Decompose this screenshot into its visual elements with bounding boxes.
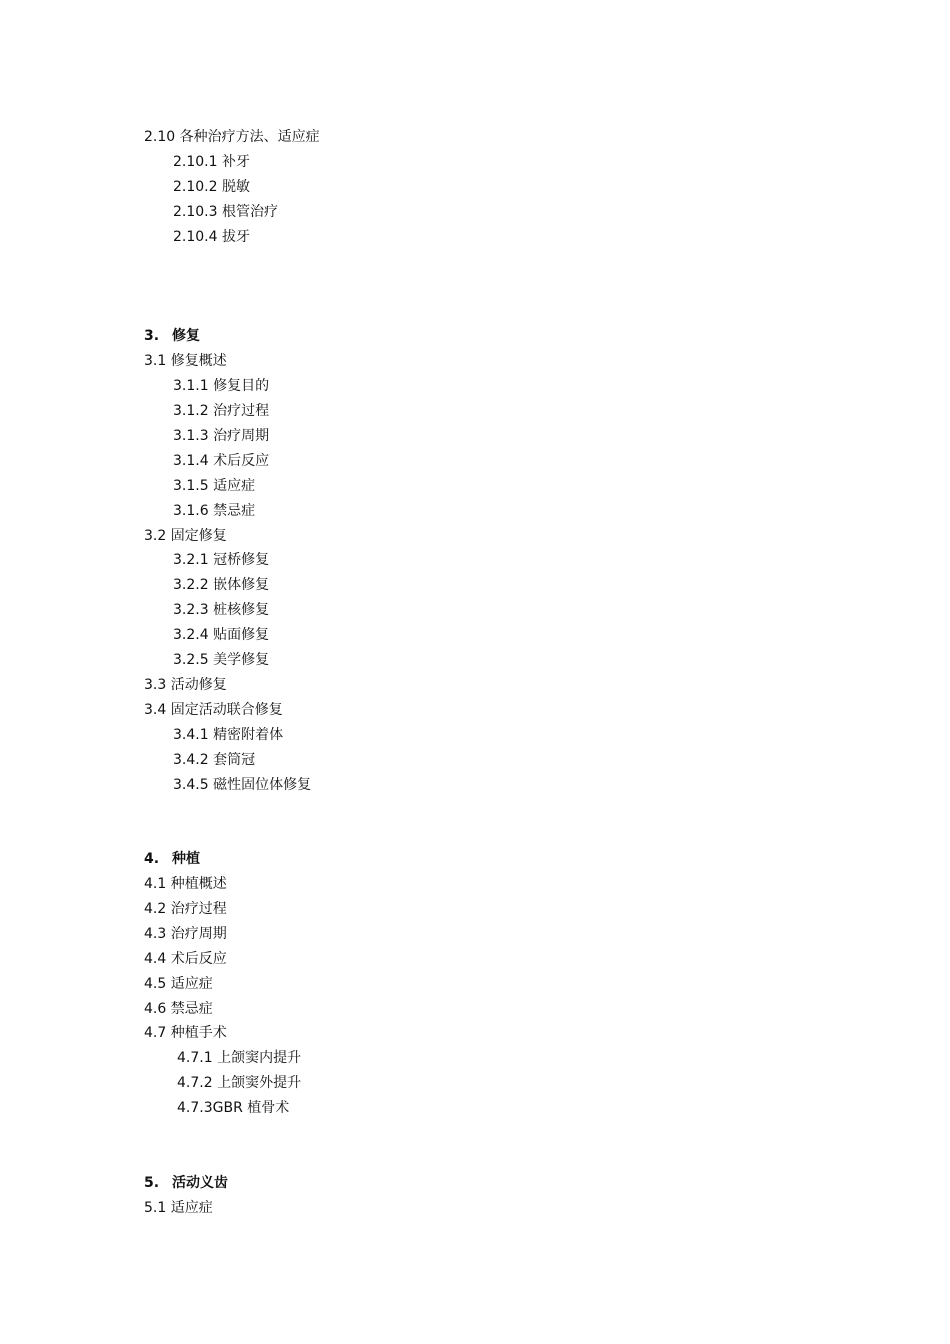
toc-entry: 4.2 治疗过程 [144,901,227,917]
toc-entry: 5.1 适应症 [144,1200,213,1216]
toc-entry: 3.4.5 磁性固位体修复 [173,777,312,793]
toc-entry: 3.1.6 禁忌症 [173,503,256,519]
toc-entry: 2.10.1 补牙 [173,154,250,170]
section-heading [144,327,200,345]
toc-entry: 4.5 适应症 [144,976,213,992]
toc-entry: 3.2.4 贴面修复 [173,627,270,643]
toc-entry: 2.10.3 根管治疗 [173,204,278,220]
toc-entry: 4.7.1 上颌窦内提升 [177,1050,302,1066]
toc-entry: 4.7.3GBR 植骨术 [177,1100,290,1116]
toc-entry: 4.3 治疗周期 [144,926,227,942]
toc-entry: 3.1.2 治疗过程 [173,403,270,419]
section-number: 4. [144,851,160,867]
section-title: 活动义齿 [172,1175,228,1191]
toc-entry: 3.1.3 治疗周期 [173,428,270,444]
toc-entry: 3.1.5 适应症 [173,478,256,494]
toc-entry: 4.7.2 上颌窦外提升 [177,1075,302,1091]
section-title: 修复 [172,328,200,344]
toc-entry: 3.1.4 术后反应 [173,453,270,469]
toc-entry: 3.4 固定活动联合修复 [144,702,283,718]
toc-entry: 3.1 修复概述 [144,353,227,369]
toc-entry: 3.2.5 美学修复 [173,652,270,668]
toc-entry: 2.10.4 拔牙 [173,229,250,245]
toc-entry: 3.2 固定修复 [144,528,227,544]
section-number: 5. [144,1175,160,1191]
toc-entry: 3.1.1 修复目的 [173,378,270,394]
toc-entry: 2.10 各种治疗方法、适应症 [144,129,320,145]
toc-entry: 3.2.3 桩核修复 [173,602,270,618]
toc-entry: 3.4.1 精密附着体 [173,727,284,743]
toc-entry: 2.10.2 脱敏 [173,179,250,195]
section-heading [144,1174,228,1192]
toc-entry: 4.7 种植手术 [144,1025,227,1041]
toc-entry: 3.3 活动修复 [144,677,227,693]
toc-entry: 4.6 禁忌症 [144,1001,213,1017]
toc-entry: 4.4 术后反应 [144,951,227,967]
section-title: 种植 [172,851,200,867]
section-number: 3. [144,328,160,344]
toc-entry: 3.2.2 嵌体修复 [173,577,270,593]
section-heading [144,850,200,868]
toc-entry: 4.1 种植概述 [144,876,227,892]
toc-entry: 3.4.2 套筒冠 [173,752,256,768]
toc-entry: 3.2.1 冠桥修复 [173,552,270,568]
